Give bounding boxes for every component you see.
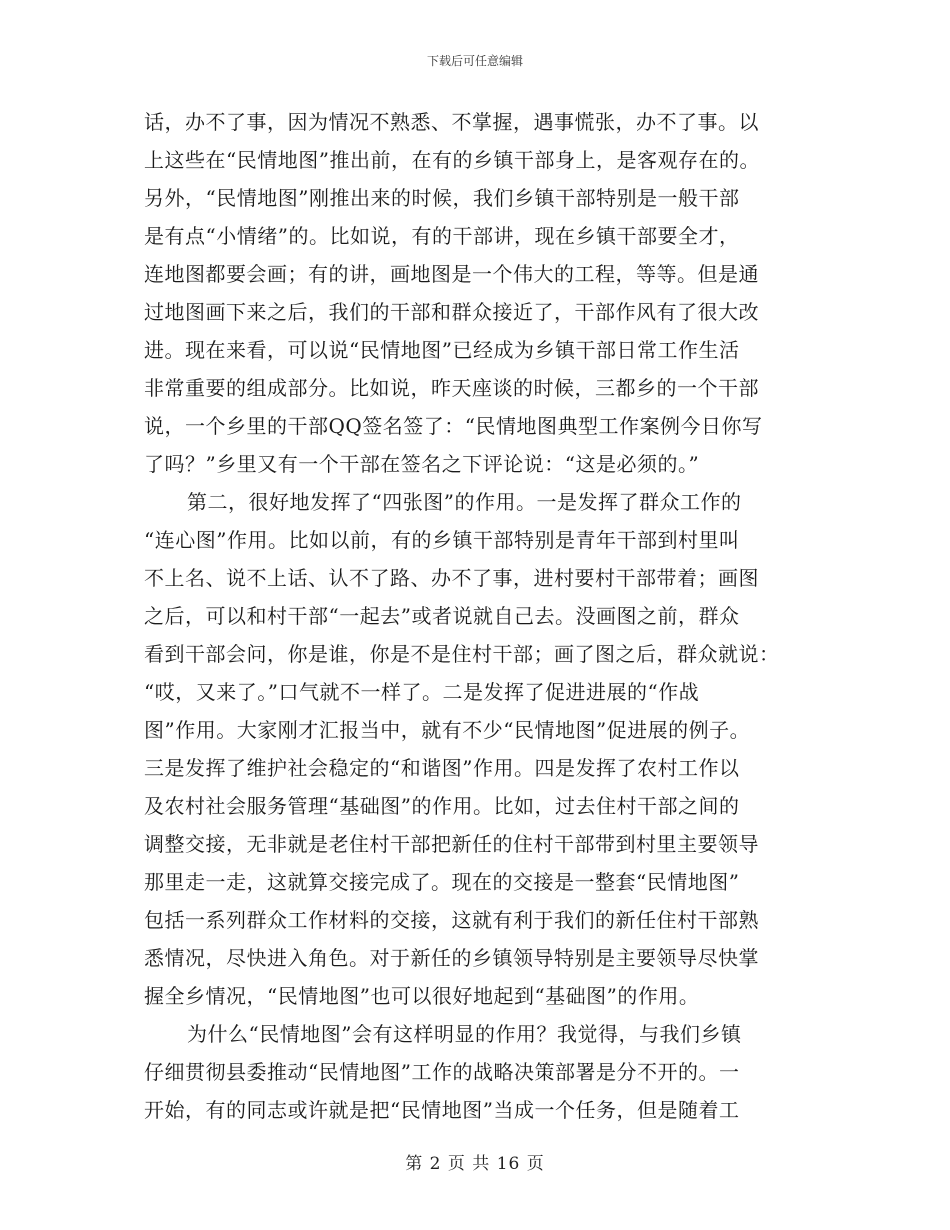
text-line: 另外，“民情地图”刚推出来的时候，我们乡镇干部特别是一般干部 [144, 186, 740, 210]
text-line: 看到干部会问，你是谁，你是不是住村干部；画了图之后，群众就说： [144, 642, 780, 666]
text-line: 包括一系列群众工作材料的交接，这就有利于我们的新任住村干部熟 [144, 908, 759, 932]
text-line: 话，办不了事，因为情况不熟悉、不掌握，遇事慌张，办不了事。以 [144, 110, 759, 134]
document-body [144, 103, 814, 1129]
text-line: 进。现在来看，可以说“民情地图”已经成为乡镇干部日常工作生活 [144, 338, 740, 362]
text-line: 说，一个乡里的干部QQ签名签了：“民情地图典型工作案例今日你写 [144, 414, 763, 438]
text-line: 是有点“小情绪”的。比如说，有的干部讲，现在乡镇干部要全才， [144, 224, 740, 248]
text-line: 之后，可以和村干部“一起去”或者说就自己去。没画图之前，群众 [144, 604, 740, 628]
page-number-footer: 第 2 页 共 16 页 [405, 1154, 545, 1174]
text-line: 那里走一走，这就算交接完成了。现在的交接是一整套“民情地图” [144, 870, 740, 894]
text-line: “连心图”作用。比如以前，有的乡镇干部特别是青年干部到村里叫 [144, 528, 740, 552]
text-line: 第二，很好地发挥了“四张图”的作用。一是发挥了群众工作的 [187, 490, 742, 514]
text-line: 三是发挥了维护社会稳定的“和谐图”作用。四是发挥了农村工作以 [144, 756, 740, 780]
text-line: 连地图都要会画；有的讲，画地图是一个伟大的工程，等等。但是通 [144, 262, 759, 286]
text-line: 了吗？”乡里又有一个干部在签名之下评论说：“这是必须的。” [144, 452, 700, 476]
text-line: 及农村社会服务管理“基础图”的作用。比如，过去住村干部之间的 [144, 794, 740, 818]
text-line: 悉情况，尽快进入角色。对于新任的乡镇领导特别是主要领导尽快掌 [144, 946, 759, 970]
text-line: 不上名、说不上话、认不了路、办不了事，进村要村干部带着；画图 [144, 566, 759, 590]
text-line: 过地图画下来之后，我们的干部和群众接近了，干部作风有了很大改 [144, 300, 759, 324]
text-line: 仔细贯彻县委推动“民情地图”工作的战略决策部署是分不开的。一 [144, 1060, 740, 1084]
text-line: 为什么“民情地图”会有这样明显的作用？我觉得，与我们乡镇 [187, 1022, 742, 1046]
text-line: 非常重要的组成部分。比如说，昨天座谈的时候，三都乡的一个干部 [144, 376, 759, 400]
text-line: 开始，有的同志或许就是把“民情地图”当成一个任务，但是随着工 [144, 1098, 740, 1122]
text-line: “哎，又来了。”口气就不一样了。二是发挥了促进进展的“作战 [144, 680, 700, 704]
text-line: 调整交接，无非就是老住村干部把新任的住村干部带到村里主要领导 [144, 832, 759, 856]
text-line: 握全乡情况，“民情地图”也可以很好地起到“基础图”的作用。 [144, 984, 700, 1008]
text-line: 图”作用。大家刚才汇报当中，就有不少“民情地图”促进展的例子。 [144, 718, 751, 742]
page-header: 下载后可任意编辑 [426, 54, 523, 68]
text-line: 上这些在“民情地图”推出前，在有的乡镇干部身上，是客观存在的。 [144, 148, 760, 172]
